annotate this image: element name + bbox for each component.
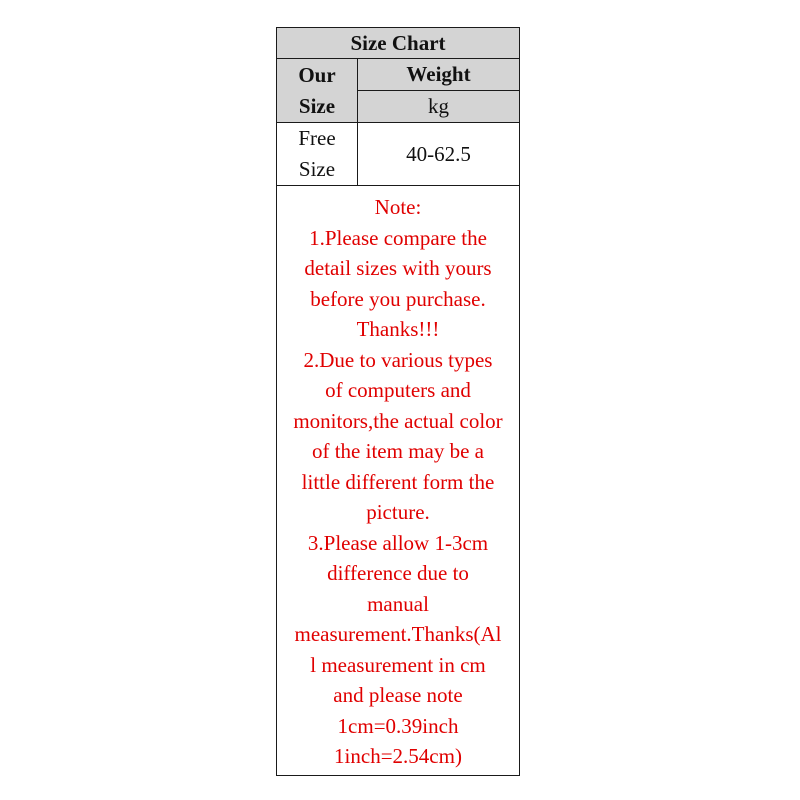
note-line: monitors,the actual color	[293, 408, 503, 433]
weight-cell: 40-62.5	[406, 141, 471, 166]
size-chart-table	[276, 27, 520, 776]
note-line: 1.Please compare the	[309, 225, 487, 250]
note-section	[277, 186, 519, 775]
header-our-size	[277, 59, 358, 123]
note-line: picture.	[366, 500, 430, 524]
note-line: little different form the	[301, 469, 495, 494]
header-size-line1: Our	[298, 63, 336, 88]
note-line: of computers and	[325, 378, 471, 402]
header-weight: Weight	[358, 59, 519, 91]
note-line: Note:	[374, 195, 422, 219]
header-size-line2: Size	[298, 93, 336, 118]
note-line: detail sizes with yours	[304, 256, 492, 280]
note-line: of the item may be a	[311, 439, 485, 463]
note-line: manual	[367, 591, 429, 616]
size-cell-line1: Free	[298, 126, 336, 150]
note-line: difference due to	[327, 561, 469, 585]
note-line: 2.Due to various types	[303, 347, 493, 372]
table-row	[277, 123, 519, 186]
note-line: l measurement in cm	[310, 652, 486, 677]
note-line: Thanks!!!	[356, 317, 440, 341]
note-line: measurement.Thanks(Al	[294, 622, 502, 646]
note-line: and please note	[333, 683, 463, 707]
note-line: before you purchase.	[310, 286, 486, 311]
header-weight-unit: kg	[358, 91, 519, 123]
note-line: 1cm=0.39inch	[337, 713, 459, 738]
size-cell-line2: Size	[298, 157, 336, 181]
note-line: 1inch=2.54cm)	[334, 744, 462, 768]
size-cell	[277, 123, 358, 185]
size-chart-title: Size Chart	[277, 28, 519, 59]
note-line: 3.Please allow 1-3cm	[307, 530, 489, 555]
